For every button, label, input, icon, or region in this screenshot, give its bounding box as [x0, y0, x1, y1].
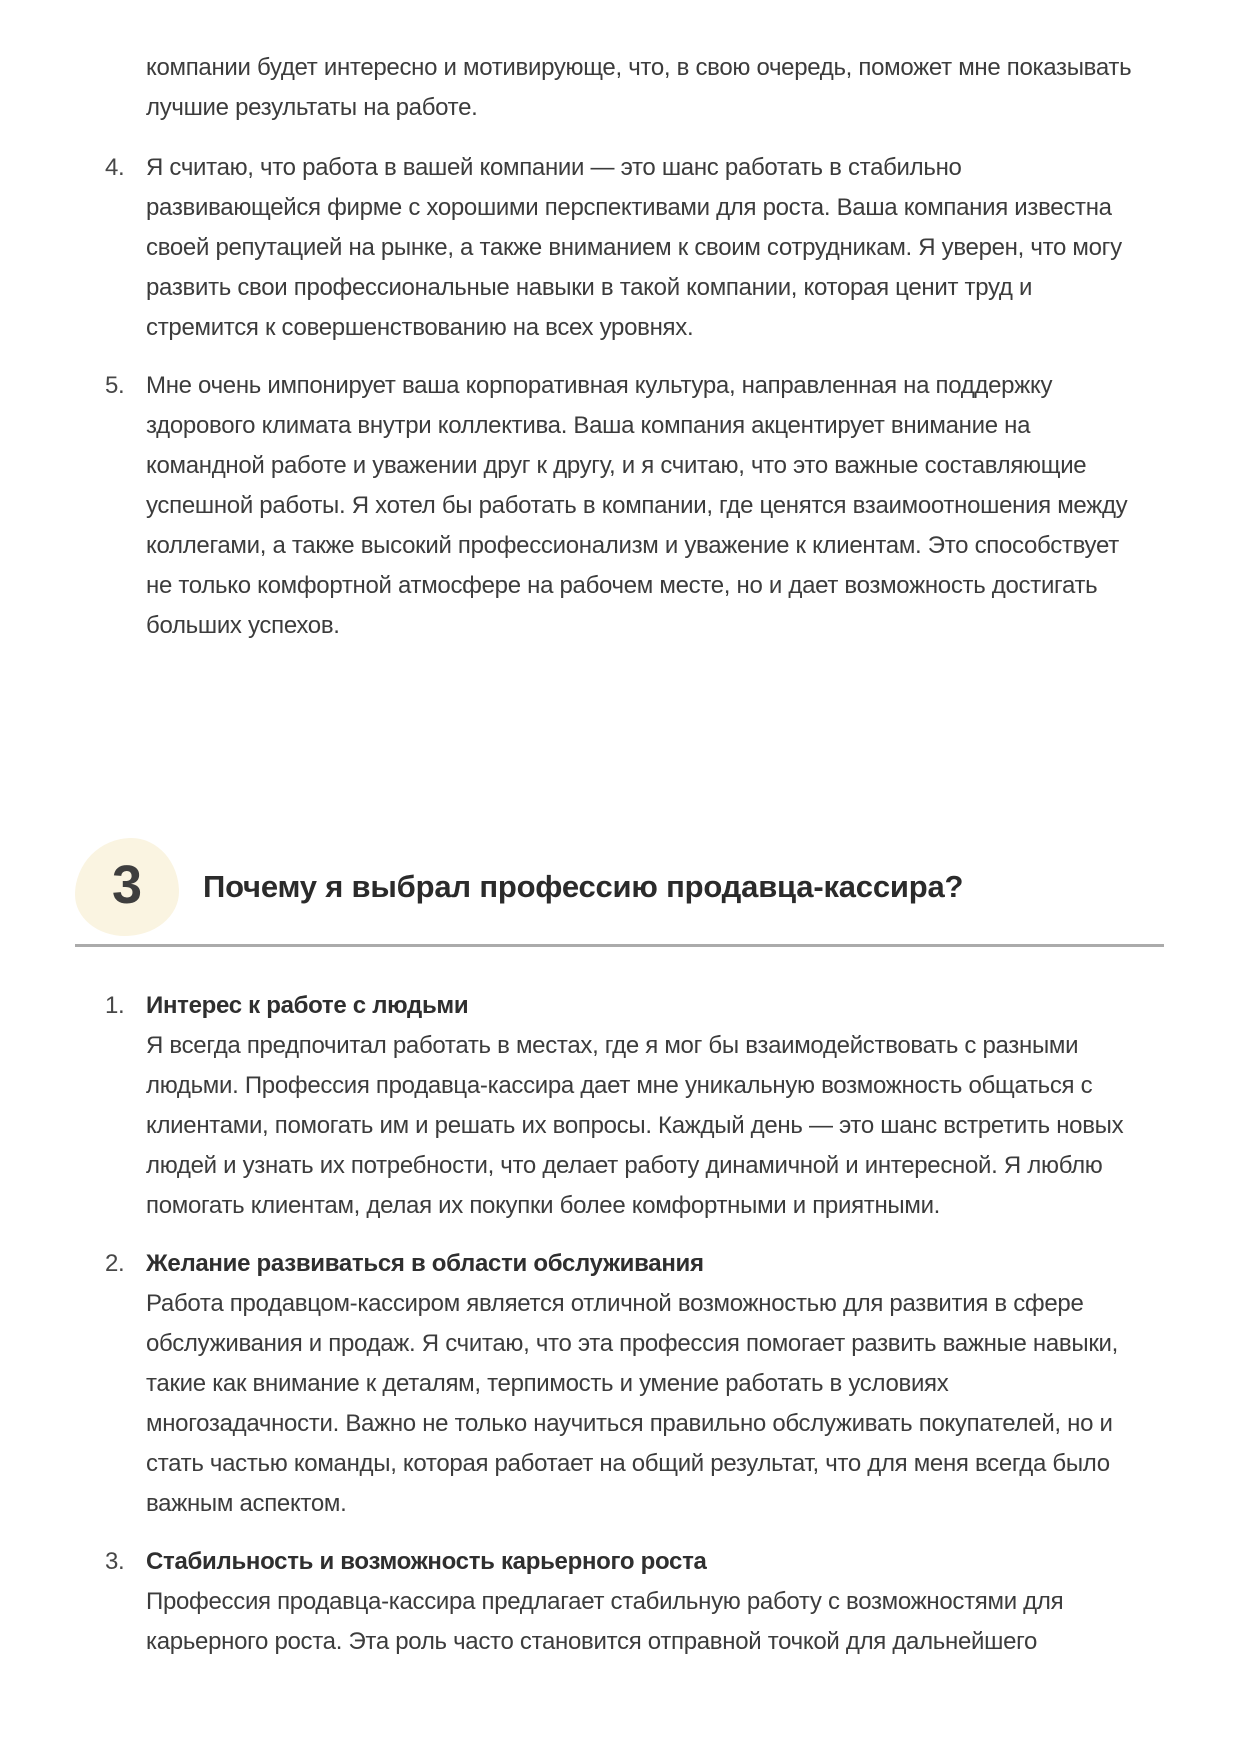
list-item-marker: 1. [105, 992, 125, 1019]
list-item-5 [75, 366, 1164, 646]
section-number-badge [75, 838, 179, 936]
list-item-text: Я всегда предпочитал работать в местах, где я мог бы взаимодействовать с разными людьми. Профессия продавца-кассира дает мне уникальную возможность общаться с клиентами, помогать им и решать их вопросы. Каждый день — это шанс встретить новых людей и узнать их потребности, что делает работу динамичной и интересной. Я люблю помогать клиентам, делая их покупки более комфортными и приятными. [146, 1032, 1124, 1219]
list-item-marker: 3. [105, 1548, 125, 1575]
reasons-list [75, 986, 1164, 1662]
list-item-title: Желание развиваться в области обслуживания [146, 1250, 704, 1277]
list-item-4 [75, 148, 1164, 348]
list-item-title: Стабильность и возможность карьерного роста [146, 1548, 707, 1575]
section-header [75, 838, 1164, 936]
list-item-1 [75, 986, 1164, 1226]
list-item-title: Интерес к работе с людьми [146, 992, 469, 1019]
list-item-text: Профессия продавца-кассира предлагает стабильную работу с возможностями для карьерного роста. Эта роль часто становится отправной точкой для дальнейшего [146, 1588, 1064, 1655]
section-title: Почему я выбрал профессию продавца-кассира? [203, 869, 964, 904]
continued-paragraph: компании будет интересно и мотивирующе, что, в свою очередь, поможет мне показывать лучшие результаты на работе. [146, 54, 1132, 121]
section-number: 3 [111, 855, 143, 915]
list-item-text: Я считаю, что работа в вашей компании — это шанс работать в стабильно развивающейся фирме с хорошими перспективами для роста. Ваша компания известна своей репутацией на рынке, а также вниманием к своим сотрудникам. Я уверен, что могу развить свои профессиональные навыки в такой компании, которая ценит труд и стремится к совершенствованию на всех уровнях. [146, 154, 1122, 341]
list-item-marker: 4. [105, 154, 125, 181]
list-item-marker: 5. [105, 372, 125, 399]
section-divider [75, 944, 1164, 947]
list-item-marker: 2. [105, 1250, 125, 1277]
list-item-text: Мне очень импонирует ваша корпоративная культура, направленная на поддержку здорового климата внутри коллектива. Ваша компания акцентирует внимание на командной работе и уважении друг к другу, и я считаю, что это важные составляющие успешной работы. Я хотел бы работать в компании, где ценятся взаимоотношения между коллегами, а также высокий профессионализм и уважение к клиентам. Это способствует не только комфортной атмосфере на рабочем месте, но и дает возможность достигать больших успехов. [146, 372, 1128, 639]
list-item-3 [75, 1542, 1164, 1662]
list-item-text: Работа продавцом-кассиром является отличной возможностью для развития в сфере обслуживания и продаж. Я считаю, что эта профессия помогает развить важные навыки, такие как внимание к деталям, терпимость и умение работать в условиях многозадачности. Важно не только научиться правильно обслуживать покупателей, но и стать частью команды, которая работает на общий результат, что для меня всегда было важным аспектом. [146, 1290, 1118, 1517]
list-item-2 [75, 1244, 1164, 1524]
